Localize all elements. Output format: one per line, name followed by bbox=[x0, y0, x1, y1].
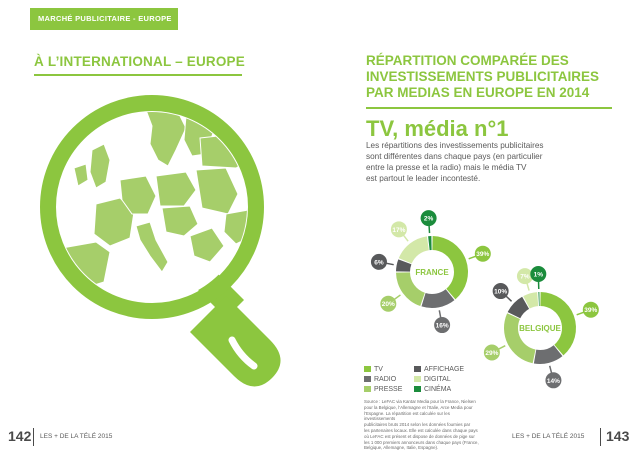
legend-swatch bbox=[414, 376, 421, 382]
donut-segment bbox=[538, 292, 539, 306]
page-number-divider-right bbox=[600, 428, 601, 446]
donut-segment bbox=[504, 313, 536, 363]
legend-swatch bbox=[364, 386, 371, 392]
donut-segment bbox=[396, 272, 425, 306]
chart-title: BELGIQUE bbox=[519, 324, 561, 333]
intro-line: entre la presse et la radio) mais le média TV bbox=[366, 163, 527, 172]
source-line: l’Espagne. La répartition est calculée sur les investissements bbox=[364, 410, 450, 422]
legend-swatch bbox=[364, 376, 371, 382]
legend-label: DIGITAL bbox=[424, 376, 451, 383]
page-number-divider-left bbox=[33, 428, 34, 446]
legend-item-tv bbox=[364, 366, 383, 373]
data-label: 17% bbox=[392, 226, 406, 234]
chart-title: FRANCE bbox=[415, 268, 449, 277]
section-label: MARCHÉ PUBLICITAIRE - EUROPE bbox=[38, 14, 172, 23]
tv-heading: TV, média n°1 bbox=[366, 116, 509, 141]
intro-line: sont différentes dans chaque pays (en particulier bbox=[366, 152, 543, 161]
legend-label: TV bbox=[374, 366, 383, 373]
data-label: 14% bbox=[546, 377, 560, 385]
data-label: 16% bbox=[435, 322, 449, 330]
donut-segment bbox=[428, 236, 432, 250]
data-label: 29% bbox=[485, 350, 499, 358]
source-line: les 1 000 premiers annonceurs dans chaque pays (France, bbox=[364, 439, 479, 445]
legend-swatch bbox=[414, 386, 421, 392]
publication-footer-left: LES + DE LA TÉLÉ 2015 bbox=[40, 433, 113, 440]
data-label: 6% bbox=[374, 259, 384, 267]
page-number-right: 143 bbox=[606, 428, 630, 444]
legend-label: PRESSE bbox=[374, 386, 403, 393]
data-label: 39% bbox=[476, 251, 490, 259]
donut-segment bbox=[399, 236, 429, 263]
title-line: INVESTISSEMENTS PUBLICITAIRES bbox=[366, 69, 600, 84]
legend-item-digital bbox=[414, 376, 451, 383]
data-label: 7% bbox=[520, 273, 530, 281]
data-label: 20% bbox=[381, 301, 395, 309]
legend-label: RADIO bbox=[374, 376, 397, 383]
source-line: où LeFAC est présent et dispose de données de pige sur bbox=[364, 433, 475, 439]
title-line: RÉPARTITION COMPARÉE DES bbox=[366, 53, 569, 68]
source-line: pour la Belgique, l’Allemagne et l’Italie, Arce Media pour bbox=[364, 404, 473, 410]
legend-item-cinema bbox=[414, 386, 451, 393]
left-page-title: À L’INTERNATIONAL – EUROPE bbox=[34, 54, 245, 69]
legend-item-radio bbox=[364, 376, 396, 383]
source-line: Belgique, Allemagne, Italie, Espagne). bbox=[364, 445, 439, 451]
intro-line: Les répartitions des investissements publicitaires bbox=[366, 141, 544, 150]
data-label: 2% bbox=[423, 215, 434, 223]
title-line: PAR MEDIAS EN EUROPE EN 2014 bbox=[366, 85, 590, 100]
source-line: publicitaires bruts 2014 selon les données fournies par bbox=[364, 422, 471, 428]
legend-label: AFFICHAGE bbox=[424, 366, 465, 373]
source-line: les partenaires locaux. Elle est calculée dans chaque pays bbox=[364, 427, 478, 433]
intro-line: est partout le leader incontesté. bbox=[366, 174, 481, 183]
source-line: Source : LeFAC via Kantar Media pour la France, Nielsen bbox=[364, 399, 476, 404]
legend-item-affichage bbox=[414, 366, 464, 373]
data-label: 10% bbox=[494, 288, 508, 296]
legend-swatch bbox=[364, 366, 371, 372]
legend-label: CINÉMA bbox=[424, 386, 452, 393]
data-label: 1% bbox=[533, 271, 544, 279]
page-number-left: 142 bbox=[8, 428, 32, 444]
publication-footer-right: LES + DE LA TÉLÉ 2015 bbox=[512, 433, 585, 440]
data-label: 39% bbox=[584, 307, 598, 315]
source-note bbox=[364, 399, 480, 451]
legend-item-presse bbox=[364, 386, 402, 393]
legend-swatch bbox=[414, 366, 421, 372]
